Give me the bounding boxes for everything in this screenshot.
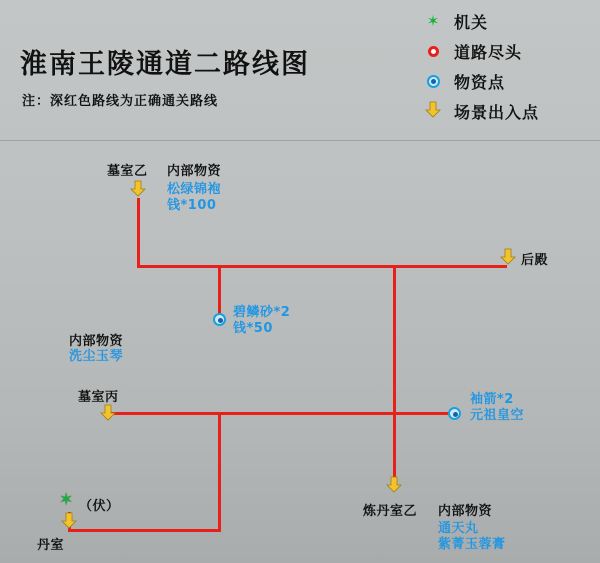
node-items-alchemy-b-line2: 紫菁玉蓉膏 [438,537,506,552]
legend-label-dead-end: 道路尽头 [454,42,523,62]
red-circle-icon [418,44,448,59]
page-title: 淮南王陵通道二路线图 [20,49,310,80]
supply-point-1-line1: 碧鳞砂*2 [233,305,291,320]
node-label-tomb-c: 墓室丙 [78,390,119,405]
node-label-alchemy-b: 炼丹室乙 [363,504,418,519]
route-segment-bottom [68,529,221,532]
legend-label-entrance: 场景出入点 [454,102,540,122]
node-items-alchemy-b [438,521,506,553]
legend-item-dead-end [418,36,594,66]
node-items-tomb-b-line1: 松绿锦袍 [167,182,222,197]
route-segment-alchemy [393,412,396,480]
legend [418,6,594,126]
page-subtitle: 注：深红色路线为正确通关路线 [22,94,219,109]
legend-item-mechanism [418,6,594,36]
header-divider [0,140,600,141]
star-icon: ✶ [426,11,440,30]
legend-label-mechanism: 机关 [454,12,489,32]
inner-supply-header-1: 内部物资 [69,334,124,349]
route-segment-main-lower [108,412,453,415]
supply-point-2-line1: 袖箭*2 [470,392,514,407]
route-segment-supply1 [218,265,221,317]
route-segment-right-trunk [393,265,396,413]
node-items-tomb-b-line2: 钱*100 [167,198,217,213]
inner-supply-item-1: 洗尘玉琴 [69,349,124,364]
entrance-icon-elixir-room [61,512,78,530]
yellow-arrow-icon [418,101,448,121]
route-segment-left-down [218,412,221,532]
entrance-icon-back-hall [500,248,517,266]
supply-point-label-1 [233,305,290,337]
legend-label-supply: 物资点 [454,72,506,92]
supply-point-label-2 [470,392,524,424]
legend-item-entrance [418,96,594,126]
entrance-icon-tomb-c [100,404,117,422]
blue-circle-icon [418,74,448,89]
node-label-elixir-room: 丹室 [37,538,65,553]
node-note-elixir-room: （伏） [79,499,120,514]
legend-item-supply [418,66,594,96]
supply-point-1-line2: 钱*50 [233,321,273,336]
entrance-icon-alchemy-b [386,476,403,494]
node-label-back-hall: 后殿 [521,253,549,268]
mechanism-icon-elixir-room: ✶ [59,490,74,510]
entrance-icon-tomb-b [130,180,147,198]
node-supply-header-tomb-b: 内部物资 [167,164,222,179]
supply-point-icon-1 [213,313,226,326]
node-items-tomb-b [167,182,221,214]
node-supply-header-alchemy-b: 内部物资 [438,504,493,519]
node-label-tomb-b: 墓室乙 [107,164,148,179]
route-segment-tombb-down [137,198,140,268]
supply-point-2-line2: 元祖皇空 [470,408,525,423]
node-items-alchemy-b-line1: 通天丸 [438,521,479,536]
supply-point-icon-2 [448,407,461,420]
route-segment-main-top [137,265,507,268]
